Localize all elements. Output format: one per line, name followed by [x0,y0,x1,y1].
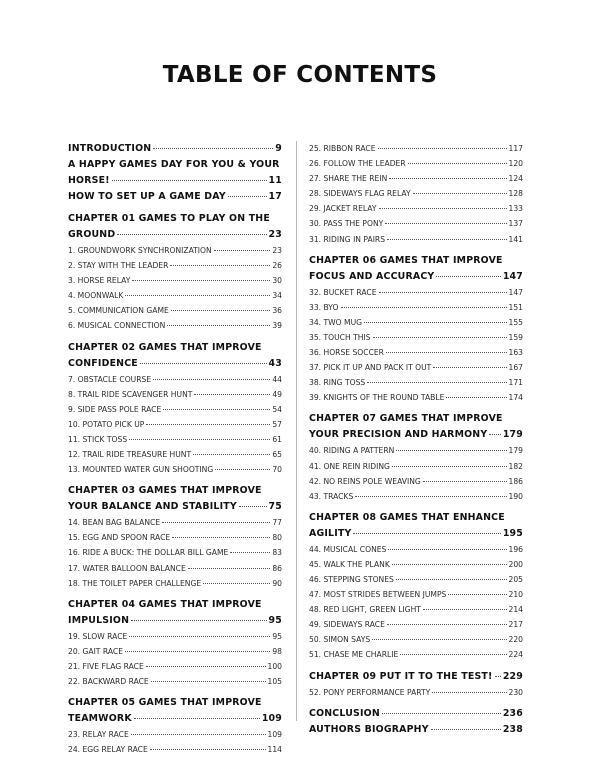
toc-entry[interactable] [309,587,523,602]
dot-leader [392,564,507,565]
toc-entry-title: 18. THE TOILET PAPER CHALLENGE [68,578,202,588]
toc-entry-title: 50. SIMON SAYS [309,635,371,645]
dot-leader [387,239,506,240]
toc-page-number: 214 [508,605,523,615]
dot-leader [163,409,270,410]
toc-page-number: 43 [268,357,282,369]
toc-entry[interactable] [68,462,282,477]
toc-page-number: 70 [272,465,282,475]
toc-chapter-heading[interactable] [68,227,282,243]
toc-entry[interactable] [309,330,523,345]
column-divider [296,141,297,721]
toc-page-number: 30 [272,276,282,286]
toc-entry[interactable] [68,417,282,432]
toc-page-number: 236 [502,707,523,719]
dot-leader [146,424,270,425]
toc-chapter-heading[interactable] [68,189,282,205]
toc-entry-title: 38. RING TOSS [309,378,366,388]
dot-leader [408,163,507,164]
toc-page-number: 80 [272,533,282,543]
toc-page-number: 147 [502,270,523,282]
toc-entry[interactable] [68,561,282,576]
toc-page-number: 220 [508,635,523,645]
dot-leader [378,148,507,149]
toc-entry-title: 26. FOLLOW THE LEADER [309,159,406,169]
toc-chapter-heading[interactable] [68,711,282,727]
dot-leader [396,579,507,580]
dot-leader [153,148,273,149]
toc-page-number: 174 [508,393,523,403]
toc-chapter-heading[interactable] [68,695,282,711]
toc-entry[interactable] [309,489,523,504]
toc-page-number: 155 [508,317,523,327]
toc-page-number: 133 [508,204,523,214]
dot-leader [413,193,507,194]
toc-entry[interactable] [68,387,282,402]
toc-entry[interactable] [309,474,523,489]
dot-leader [228,196,267,197]
toc-entry[interactable] [309,315,523,330]
dot-leader [400,654,506,655]
toc-page-number: 195 [502,527,523,539]
toc-chapter-heading[interactable] [68,340,282,356]
toc-entry[interactable] [68,447,282,462]
dot-leader [388,549,506,550]
toc-entry-title: 10. POTATO PICK UP [68,419,145,429]
toc-chapter-heading[interactable] [309,269,523,285]
toc-page-number: 230 [508,687,523,697]
toc-entry[interactable] [68,318,282,333]
toc-entry[interactable] [68,258,282,273]
toc-entry-title: 1. GROUNDWORK SYNCHRONIZATION [68,246,212,255]
dot-leader [167,325,270,326]
toc-page-number: 179 [502,429,523,441]
toc-entry[interactable] [68,288,282,303]
toc-page-number: 61 [272,434,282,444]
toc-chapter-heading[interactable] [309,669,523,685]
toc-entry-title: CHAPTER 03 GAMES THAT IMPROVE [68,485,262,497]
toc-entry-title: 25. RIBBON RACE [309,144,376,153]
toc-entry-title: 42. NO REINS POLE WEAVING [309,476,421,486]
toc-entry-title: 7. OBSTACLE COURSE [68,374,152,384]
toc-page-number: 26 [272,261,282,271]
toc-entry-title: 8. TRAIL RIDE SCAVENGER HUNT [68,389,193,399]
dot-leader [188,568,271,569]
toc-entry[interactable] [309,285,523,300]
dot-leader [117,234,266,235]
toc-page-number: 34 [272,291,282,301]
toc-entry[interactable] [309,632,523,647]
toc-entry-title: HORSE! [68,175,110,186]
toc-chapter-heading[interactable] [309,706,523,722]
toc-page-number: 65 [272,450,282,460]
toc-left-column [68,141,282,757]
dot-leader [364,322,506,323]
toc-entry[interactable] [309,201,523,216]
toc-page-number: 205 [508,574,523,584]
toc-entry[interactable] [68,659,282,674]
toc-page-number: 217 [508,620,523,630]
toc-entry-title: 35. TOUCH THIS [309,332,371,342]
dot-leader [396,450,506,451]
toc-entry-title: 33. BYO [309,302,339,312]
toc-entry-title: IMPULSION [68,614,130,626]
toc-page-number: 163 [508,348,523,358]
toc-entry-title: HOW TO SET UP A GAME DAY [68,191,226,202]
toc-page-number: 98 [272,646,282,656]
dot-leader [215,469,270,470]
dot-leader [489,434,501,435]
toc-page-number: 210 [508,590,523,600]
toc-entry-title: 22. BACKWARD RACE [68,676,149,686]
dot-leader [495,676,501,677]
toc-entry-title: 12. TRAIL RIDE TREASURE HUNT [68,450,192,460]
toc-entry-title: 23. RELAY RACE [68,730,129,740]
toc-entry-title: 27. SHARE THE REIN [309,174,388,184]
toc-entry-title: 52. PONY PERFORMANCE PARTY [309,687,431,697]
toc-page-number: 182 [508,461,523,471]
dot-leader [448,594,506,595]
toc-page-number: 75 [268,501,282,513]
toc-page-number: 86 [272,563,282,573]
dot-leader [355,496,506,497]
dot-leader [132,280,270,281]
dot-leader [129,439,270,440]
toc-page-number: 109 [267,730,282,740]
dot-leader [151,681,266,682]
toc-page-number: 120 [508,159,523,169]
toc-page-number: 77 [272,518,282,528]
dot-leader [432,692,506,693]
toc-chapter-heading[interactable] [68,141,282,157]
toc-entry[interactable] [68,576,282,591]
dot-leader [230,552,270,553]
dot-leader [131,620,266,621]
toc-entry[interactable] [309,375,523,390]
toc-chapter-heading[interactable] [68,211,282,227]
dot-leader [203,583,270,584]
dot-leader [446,397,506,398]
toc-page-number: 44 [272,374,282,384]
toc-entry-title: 45. WALK THE PLANK [309,559,390,569]
toc-entry-title: CHAPTER 05 GAMES THAT IMPROVE [68,697,262,709]
dot-leader [423,481,507,482]
toc-page-number: 229 [502,670,523,682]
dot-leader [193,454,270,455]
toc-entry-title: CHAPTER 01 GAMES TO PLAY ON THE [68,213,270,224]
toc-entry-title: 31. RIDING IN PAIRS [309,234,386,244]
toc-entry[interactable] [68,727,282,742]
toc-entry[interactable] [68,674,282,689]
toc-entry[interactable] [68,243,282,258]
toc-entry[interactable] [309,602,523,617]
toc-entry-title: 29. JACKET RELAY [309,204,377,214]
toc-entry-title: 30. PASS THE PONY [309,219,384,229]
toc-entry-title: 9. SIDE PASS POLE RACE [68,404,162,414]
toc-entry-title: CONCLUSION [309,707,380,719]
toc-entry-title: CHAPTER 04 GAMES THAT IMPROVE [68,598,262,610]
toc-page-number: 186 [508,476,523,486]
toc-chapter-heading[interactable] [309,526,523,542]
dot-leader [162,522,270,523]
toc-chapter-heading[interactable] [309,427,523,443]
dot-leader [385,223,506,224]
toc-entry-title: TEAMWORK [68,713,132,725]
toc-entry-title: 36. HORSE SOCCER [309,348,384,358]
dot-leader [373,337,507,338]
dot-leader [150,749,266,750]
toc-page-number: 196 [508,544,523,554]
dot-leader [353,533,500,534]
toc-page-number: 147 [508,287,523,297]
dot-leader [387,624,507,625]
toc-entry-title: 2. STAY WITH THE LEADER [68,261,169,271]
toc-entry-title: 24. EGG RELAY RACE [68,745,148,755]
dot-leader [170,265,270,266]
toc-entry[interactable] [309,216,523,231]
toc-entry-title: CHAPTER 08 GAMES THAT ENHANCE [309,511,505,523]
toc-entry[interactable] [309,171,523,186]
toc-entry-title: 49. SIDEWAYS RACE [309,620,385,630]
toc-entry[interactable] [309,572,523,587]
toc-entry-title: 20. GAIT RACE [68,646,123,656]
toc-entry-title: 15. EGG AND SPOON RACE [68,533,171,543]
toc-chapter-heading[interactable] [309,253,523,269]
toc-page-number: 171 [508,378,523,388]
toc-entry-title: 41. ONE REIN RIDING [309,461,390,471]
toc-page-number: 11 [268,175,282,186]
toc-page-number: 224 [508,650,523,660]
toc-entry-title: 16. RIDE A BUCK: THE DOLLAR BILL GAME [68,548,229,558]
toc-page-number: 54 [272,404,282,414]
toc-entry-title: 39. KNIGHTS OF THE ROUND TABLE [309,393,445,403]
dot-leader [433,367,506,368]
toc-entry-title: 19. SLOW RACE [68,631,128,641]
toc-entry-title: AUTHORS BIOGRAPHY [309,723,429,735]
dot-leader [382,713,501,714]
toc-page-number: 9 [275,143,282,154]
toc-entry-title: 51. CHASE ME CHARLIE [309,650,399,660]
toc-page-number: 105 [267,676,282,686]
dot-leader [153,379,270,380]
toc-chapter-heading[interactable] [68,499,282,515]
toc-page-number: 49 [272,389,282,399]
dot-leader [125,295,270,296]
toc-entry-title: YOUR PRECISION AND HARMONY [309,429,488,441]
toc-entry-title: 34. TWO MUG [309,317,363,327]
toc-entry-title: 47. MOST STRIDES BETWEEN JUMPS [309,590,447,600]
toc-page-number: 114 [267,745,282,755]
toc-entry-title: 32. BUCKET RACE [309,287,377,297]
dot-leader [112,180,267,181]
toc-entry-title: 11. STICK TOSS [68,434,128,444]
toc-entry-title: GROUND [68,229,116,240]
toc-page-number: 83 [272,548,282,558]
dot-leader [436,276,500,277]
toc-entry[interactable] [68,515,282,530]
toc-entry[interactable] [309,156,523,171]
toc-page-number: 23 [268,229,282,240]
toc-chapter-heading[interactable] [68,157,282,173]
toc-page-number: 137 [508,219,523,229]
toc-page-number: 57 [272,419,282,429]
toc-page-number: 17 [268,191,282,202]
toc-entry-title: FOCUS AND ACCURACY [309,270,435,282]
toc-entry[interactable] [68,432,282,447]
toc-entry[interactable] [309,557,523,572]
toc-entry-title: 37. PICK IT UP AND PACK IT OUT [309,363,432,373]
toc-entry-title: CHAPTER 09 PUT IT TO THE TEST! [309,670,493,682]
toc-page-number: 151 [508,302,523,312]
toc-entry[interactable] [309,542,523,557]
toc-entry-title: INTRODUCTION [68,143,152,154]
toc-chapter-heading[interactable] [68,173,282,189]
dot-leader [172,537,270,538]
toc-right-column [309,141,523,738]
dot-leader [129,636,270,637]
toc-page-number: 90 [272,578,282,588]
toc-entry[interactable] [68,629,282,644]
toc-entry-title: 28. SIDEWAYS FLAG RELAY [309,189,411,199]
toc-entry-title: A HAPPY GAMES DAY FOR YOU & YOUR [68,159,280,170]
toc-entry[interactable] [68,402,282,417]
toc-entry[interactable] [309,186,523,201]
toc-entry[interactable] [309,617,523,632]
toc-page-number: 179 [508,446,523,456]
dot-leader [341,307,507,308]
toc-entry[interactable] [309,232,523,247]
dot-leader [379,292,507,293]
toc-chapter-heading[interactable] [309,510,523,526]
toc-page-number: 238 [502,723,523,735]
toc-entry-title: 40. RIDING A PATTERN [309,446,395,456]
toc-entry[interactable] [309,141,523,156]
toc-entry-title: 44. MUSICAL CONES [309,544,387,554]
toc-entry-title: CHAPTER 02 GAMES THAT IMPROVE [68,341,262,353]
dot-leader [379,208,507,209]
dot-leader [214,250,271,251]
toc-entry-title: 6. MUSICAL CONNECTION [68,321,166,331]
toc-page-number: 141 [508,234,523,244]
toc-page-number: 100 [267,661,282,671]
toc-chapter-heading[interactable] [68,356,282,372]
toc-entry[interactable] [309,390,523,405]
toc-entry[interactable] [68,303,282,318]
dot-leader [423,609,507,610]
dot-leader [367,382,506,383]
toc-entry-title: 5. COMMUNICATION GAME [68,306,169,316]
dot-leader [372,639,506,640]
toc-entry-title: AGILITY [309,527,352,539]
toc-entry[interactable] [309,647,523,662]
toc-chapter-heading[interactable] [309,411,523,427]
toc-entry-title: CHAPTER 06 GAMES THAT IMPROVE [309,254,503,266]
toc-page-number: 200 [508,559,523,569]
toc-page-number: 190 [508,491,523,501]
toc-chapter-heading[interactable] [309,722,523,738]
toc-entry[interactable] [309,300,523,315]
toc-page-number: 95 [272,631,282,641]
toc-entry[interactable] [68,644,282,659]
toc-entry-title: YOUR BALANCE AND STABILITY [68,501,237,513]
toc-page-number: 39 [272,321,282,331]
toc-entry-title: 13. MOUNTED WATER GUN SHOOTING [68,465,214,475]
dot-leader [392,466,507,467]
toc-entry-title: CHAPTER 07 GAMES THAT IMPROVE [309,413,503,425]
toc-page-number: 117 [508,144,523,153]
toc-page-number: 95 [268,614,282,626]
dot-leader [431,729,501,730]
toc-entry[interactable] [309,345,523,360]
toc-chapter-heading[interactable] [68,483,282,499]
toc-entry-title: 17. WATER BALLOON BALANCE [68,563,186,573]
dot-leader [134,718,260,719]
dot-leader [194,394,270,395]
toc-entry-title: 14. BEAN BAG BALANCE [68,518,161,528]
toc-entry-title: 4. MOONWALK [68,291,124,301]
toc-entry[interactable] [68,742,282,757]
toc-page-number: 109 [261,713,282,725]
toc-entry-title: 3. HORSE RELAY [68,276,131,286]
toc-entry[interactable] [68,530,282,545]
toc-page-number: 167 [508,363,523,373]
dot-leader [140,363,267,364]
dot-leader [171,310,271,311]
toc-entry[interactable] [68,273,282,288]
toc-page-number: 124 [508,174,523,184]
toc-entry[interactable] [68,372,282,387]
toc-entry[interactable] [309,685,523,700]
dot-leader [146,666,266,667]
dot-leader [239,506,267,507]
dot-leader [386,352,507,353]
toc-chapter-heading[interactable] [68,613,282,629]
toc-entry[interactable] [68,545,282,560]
page-title: TABLE OF CONTENTS [162,62,438,88]
dot-leader [125,651,270,652]
toc-entry-title: 43. TRACKS [309,491,354,501]
toc-page-number: 159 [508,332,523,342]
toc-page-number: 128 [508,189,523,199]
toc-entry[interactable] [309,459,523,474]
toc-entry-title: CONFIDENCE [68,357,138,369]
dot-leader [131,734,266,735]
toc-entry-title: 48. RED LIGHT, GREEN LIGHT [309,605,421,615]
dot-leader [389,178,506,179]
toc-page-number: 23 [272,246,282,255]
toc-entry[interactable] [309,443,523,458]
toc-entry-title: 46. STEPPING STONES [309,574,394,584]
toc-page-number: 36 [272,306,282,316]
toc-chapter-heading[interactable] [68,597,282,613]
toc-entry-title: 21. FIVE FLAG RACE [68,661,144,671]
toc-entry[interactable] [309,360,523,375]
